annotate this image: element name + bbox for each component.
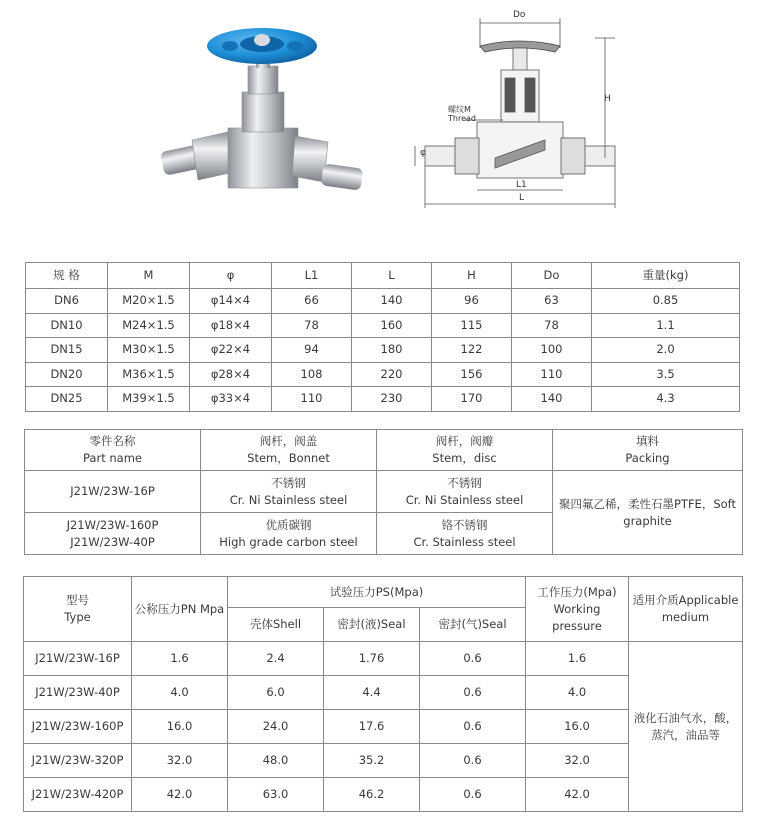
cell: 3.5 — [592, 362, 740, 387]
valve-section-drawing — [405, 8, 620, 213]
cell: 1.76 — [324, 642, 420, 676]
table-row — [26, 313, 740, 338]
cell: 2.4 — [228, 642, 324, 676]
materials-table — [24, 429, 743, 555]
cell: J21W/23W-16P — [24, 642, 132, 676]
cell: 108 — [272, 362, 352, 387]
phi-label: φ — [420, 148, 426, 158]
cell: 6.0 — [228, 676, 324, 710]
thread-label-en: Thread — [448, 114, 476, 123]
cell: 96 — [432, 289, 512, 314]
header-working-pressure — [526, 577, 629, 642]
cell: 46.2 — [324, 778, 420, 812]
cell: 17.6 — [324, 710, 420, 744]
cell: 156 — [432, 362, 512, 387]
cell: 0.6 — [420, 710, 526, 744]
cell-medium — [629, 642, 743, 812]
cell: 94 — [272, 338, 352, 363]
cell: 16.0 — [132, 710, 228, 744]
cell-stem-disc — [377, 513, 553, 555]
packing-text: 聚四氟乙稀，柔性石墨PTFE，Soft graphite — [558, 496, 737, 528]
cell: 2.0 — [592, 338, 740, 363]
cell: 4.4 — [324, 676, 420, 710]
header-seal-liquid: 密封(液)Seal — [324, 608, 420, 642]
cell: 1.1 — [592, 313, 740, 338]
l-label: L — [519, 193, 525, 203]
cell: 110 — [512, 362, 592, 387]
header-en: Working pressure — [552, 601, 602, 633]
cell-stem-bonnet — [201, 513, 377, 555]
do-label: Do — [513, 10, 526, 20]
cell: DN20 — [26, 362, 108, 387]
header-cell: 规 格 — [26, 263, 108, 289]
material-cn: 优质碳钢 — [265, 517, 312, 532]
header-en: Packing — [625, 451, 670, 465]
header-cn: 型号 — [66, 593, 89, 607]
cell: M20×1.5 — [108, 289, 190, 314]
material-en: Cr. Ni Stainless steel — [405, 492, 524, 507]
model-line: J21W/23W-40P — [70, 534, 155, 549]
cell: M36×1.5 — [108, 362, 190, 387]
table-header-row — [24, 577, 743, 608]
dimensions-table — [25, 262, 740, 412]
cell-model: J21W/23W-16P — [25, 471, 201, 513]
cell: 48.0 — [228, 744, 324, 778]
cell: DN15 — [26, 338, 108, 363]
header-cn: 阀杆，阀盖 — [259, 434, 318, 448]
cell: 63.0 — [228, 778, 324, 812]
cell: 180 — [352, 338, 432, 363]
cell: 4.3 — [592, 387, 740, 412]
cell: φ18×4 — [190, 313, 272, 338]
header-en: Part name — [83, 451, 142, 465]
thread-label-cn: 螺纹M — [448, 105, 471, 114]
header-en: Stem，Bonnet — [247, 451, 330, 465]
cell: 42.0 — [132, 778, 228, 812]
h-label: H — [604, 94, 611, 104]
material-en: Cr. Ni Stainless steel — [229, 492, 348, 507]
cell-stem-disc — [377, 471, 553, 513]
cell: 170 — [432, 387, 512, 412]
medium-text: 液化石油气水，酸，蒸汽，油品等 — [633, 710, 738, 742]
header-cell: 重量(kg) — [592, 263, 740, 289]
table-row — [24, 642, 743, 676]
cell: 122 — [432, 338, 512, 363]
cell: 230 — [352, 387, 432, 412]
cell: J21W/23W-40P — [24, 676, 132, 710]
header-cell-stem-bonnet — [201, 430, 377, 471]
table-row — [25, 471, 743, 513]
cell: 1.6 — [132, 642, 228, 676]
cell: 4.0 — [132, 676, 228, 710]
cell: 100 — [512, 338, 592, 363]
cell: 110 — [272, 387, 352, 412]
cell: J21W/23W-420P — [24, 778, 132, 812]
header-cell-stem-disc — [377, 430, 553, 471]
header-medium — [629, 577, 743, 642]
cell: 32.0 — [526, 744, 629, 778]
header-cn: 零件名称 — [89, 434, 136, 448]
header-cn: 阀杆，阀瓣 — [435, 434, 494, 448]
header-shell: 壳体Shell — [228, 608, 324, 642]
cell: 78 — [272, 313, 352, 338]
cell: 140 — [512, 387, 592, 412]
header-cn: 工作压力(Mpa) — [537, 584, 617, 599]
cell: φ14×4 — [190, 289, 272, 314]
material-en: Cr. Stainless steel — [413, 534, 516, 549]
cell: 1.6 — [526, 642, 629, 676]
valve-photo — [150, 20, 375, 210]
cell-packing — [553, 471, 743, 555]
cell: 35.2 — [324, 744, 420, 778]
material-cn: 不锈钢 — [447, 475, 482, 490]
cell: 0.6 — [420, 642, 526, 676]
header-type — [24, 577, 132, 642]
cell: 63 — [512, 289, 592, 314]
cell: DN25 — [26, 387, 108, 412]
header-cell-part-name — [25, 430, 201, 471]
table-header-row — [25, 430, 743, 471]
cell: 0.6 — [420, 676, 526, 710]
pressure-table — [23, 576, 743, 812]
header-cell-packing — [553, 430, 743, 471]
cell: 66 — [272, 289, 352, 314]
header-cell: L1 — [272, 263, 352, 289]
cell: 160 — [352, 313, 432, 338]
cell-stem-bonnet — [201, 471, 377, 513]
cell: φ33×4 — [190, 387, 272, 412]
table-row — [26, 387, 740, 412]
header-cell: H — [432, 263, 512, 289]
cell: 0.6 — [420, 778, 526, 812]
header-cn: 填料 — [636, 434, 659, 448]
table-row — [26, 362, 740, 387]
material-cn: 不锈钢 — [271, 475, 306, 490]
cell: φ28×4 — [190, 362, 272, 387]
cell: DN10 — [26, 313, 108, 338]
cell: DN6 — [26, 289, 108, 314]
header-test-pressure: 试验压力PS(Mpa) — [228, 577, 526, 608]
cell: 0.85 — [592, 289, 740, 314]
header-cell: Do — [512, 263, 592, 289]
cell: 4.0 — [526, 676, 629, 710]
header-en: Stem，disc — [432, 451, 497, 465]
header-nominal-pressure: 公称压力PN Mpa — [132, 577, 228, 642]
header-en: medium — [661, 610, 710, 624]
cell: 0.6 — [420, 744, 526, 778]
header-cell: M — [108, 263, 190, 289]
table-header-row — [26, 263, 740, 289]
table-row — [26, 338, 740, 363]
cell: 115 — [432, 313, 512, 338]
model-line: J21W/23W-160P — [66, 517, 159, 532]
cell: M24×1.5 — [108, 313, 190, 338]
cell: M39×1.5 — [108, 387, 190, 412]
table-row — [26, 289, 740, 314]
cell: 42.0 — [526, 778, 629, 812]
cell: 24.0 — [228, 710, 324, 744]
cell: M30×1.5 — [108, 338, 190, 363]
header-en: Type — [64, 610, 91, 624]
header-cell: φ — [190, 263, 272, 289]
cell-model — [25, 513, 201, 555]
cell: 220 — [352, 362, 432, 387]
header-seal-gas: 密封(气)Seal — [420, 608, 526, 642]
material-cn: 铬不锈钢 — [441, 517, 488, 532]
header-cell: L — [352, 263, 432, 289]
material-en: High grade carbon steel — [219, 534, 358, 549]
cell: 32.0 — [132, 744, 228, 778]
cell: 16.0 — [526, 710, 629, 744]
cell: φ22×4 — [190, 338, 272, 363]
cell: J21W/23W-160P — [24, 710, 132, 744]
l1-label: L1 — [516, 180, 527, 190]
cell: J21W/23W-320P — [24, 744, 132, 778]
cell: 140 — [352, 289, 432, 314]
cell: 78 — [512, 313, 592, 338]
header-cn: 适用介质Applicable — [632, 593, 739, 607]
